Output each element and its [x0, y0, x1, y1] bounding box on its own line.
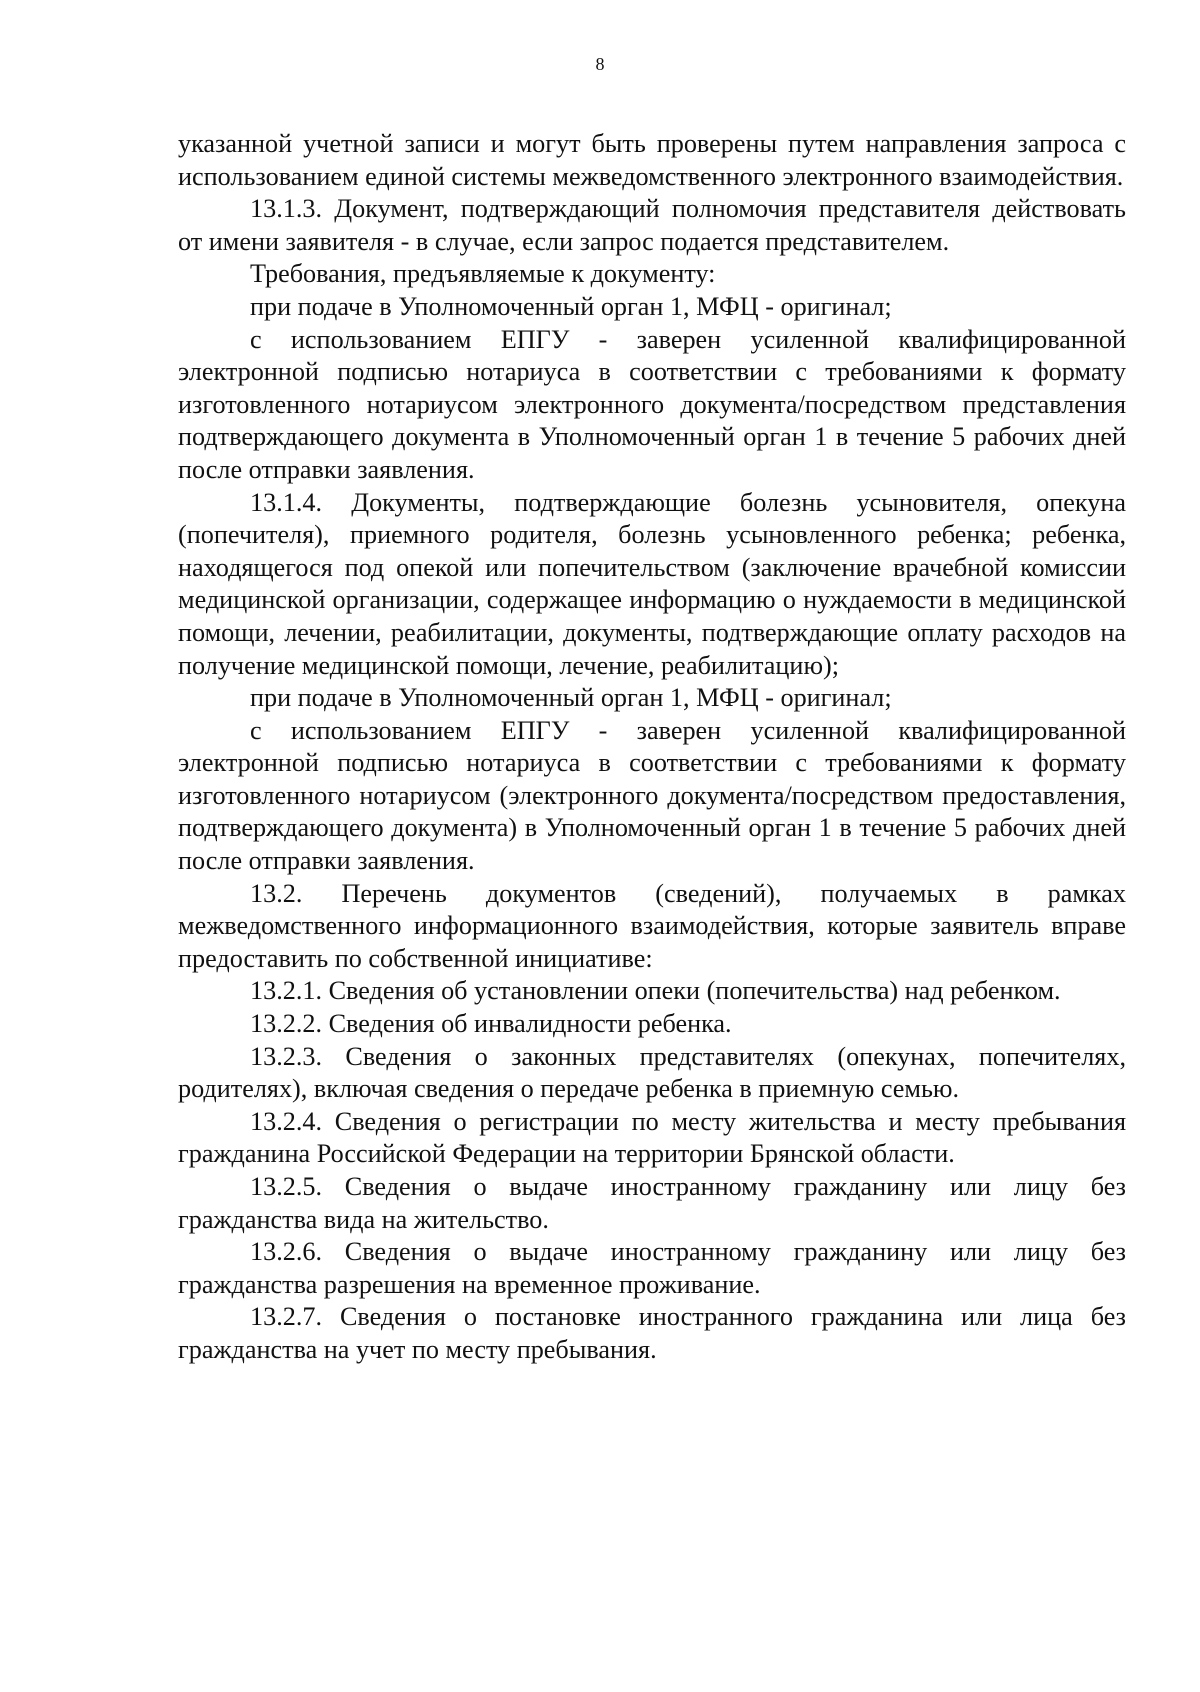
- page-number: 8: [595, 54, 605, 74]
- paragraph: с использованием ЕПГУ - заверен усиленной квалифицированной электронной подписью нотариуса в соответствии с требованиями к формату изготовленного нотариусом электронного документа/посредством представления подтверждающего документа в Уполномоченный орган 1 в течение 5 рабочих дней после отправки заявления.: [178, 324, 1126, 484]
- paragraph: 13.2.4. Сведения о регистрации по месту жительства и месту пребывания гражданина Российской Федерации на территории Брянской области.: [178, 1106, 1126, 1169]
- paragraph: 13.2. Перечень документов (сведений), получаемых в рамках межведомственного информационного взаимодействия, которые заявитель вправе предоставить по собственной инициативе:: [178, 878, 1126, 973]
- paragraph: 13.2.2. Сведения об инвалидности ребенка.: [250, 1009, 732, 1039]
- paragraph: 13.2.6. Сведения о выдаче иностранному гражданину или лицу без гражданства разрешения на временное проживание.: [178, 1237, 1126, 1299]
- paragraph: при подаче в Уполномоченный орган 1, МФЦ - оригинал;: [250, 683, 892, 713]
- paragraph: 13.2.1. Сведения об установлении опеки (попечительства) над ребенком.: [250, 976, 1061, 1006]
- paragraph: 13.2.7. Сведения о постановке иностранного гражданина или лица без гражданства на учет по месту пребывания.: [178, 1302, 1126, 1364]
- paragraph: с использованием ЕПГУ - заверен усиленной квалифицированной электронной подписью нотариуса в соответствии с требованиями к формату изготовленного нотариусом (электронного документа/посредством предоставления, подтверждающего документа) в Уполномоченный орган 1 в течение 5 рабочих дней после отправки заявления.: [178, 715, 1126, 876]
- paragraph: 13.2.5. Сведения о выдаче иностранному гражданину или лицу без гражданства вида на жительство.: [178, 1172, 1126, 1234]
- document-body: [178, 128, 1126, 1367]
- paragraph: Требования, предъявляемые к документу:: [250, 259, 716, 289]
- paragraph: при подаче в Уполномоченный орган 1, МФЦ - оригинал;: [250, 291, 892, 321]
- paragraph: 13.1.4. Документы, подтверждающие болезнь усыновителя, опекуна (попечителя), приемного родителя, болезнь усыновленного ребенка; ребенка, находящегося под опекой или попечительством (заключение врачебной комиссии медицинской организации, содержащее информацию о нуждаемости в медицинской помощи, лечении, реабилитации, документы, подтверждающие оплату расходов на получение медицинской помощи, лечение, реабилитацию);: [178, 487, 1126, 680]
- paragraph: указанной учетной записи и могут быть проверены путем направления запроса с использованием единой системы межведомственного электронного взаимодействия.: [178, 129, 1126, 191]
- paragraph: 13.1.3. Документ, подтверждающий полномочия представителя действовать от имени заявителя - в случае, если запрос подается представителем.: [178, 194, 1126, 256]
- paragraph: 13.2.3. Сведения о законных представителях (опекунах, попечителях, родителях), включая сведения о передаче ребенка в приемную семью.: [178, 1041, 1126, 1104]
